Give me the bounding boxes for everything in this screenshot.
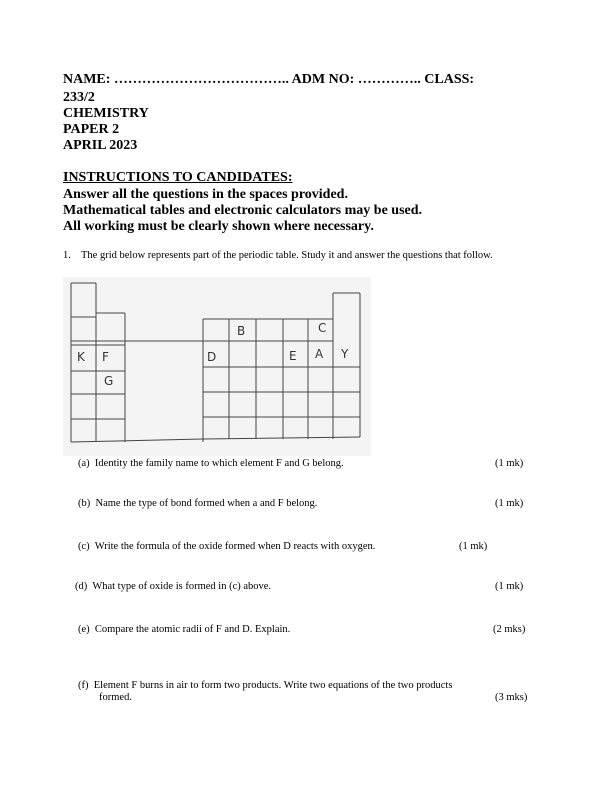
marks-d: (1 mk) (495, 581, 524, 592)
subquestion-label: (c) (78, 541, 90, 552)
grid-letter-a: A (315, 347, 324, 361)
grid-letter-g: G (104, 374, 114, 388)
subquestion-text: Element F burns in air to form two products. Write two equations of the two products (93, 680, 453, 691)
name-adm-class-line: NAME: ……………………………….. ADM NO: ………….. CLASS: (63, 72, 475, 87)
subquestion-label: (a) (78, 458, 90, 469)
subquestion-f (78, 680, 452, 692)
marks-a: (1 mk) (495, 458, 524, 469)
instruction-line: Mathematical tables and electronic calculators may be used. (63, 203, 423, 218)
grid-letter-b: B (237, 324, 246, 338)
question-text: The grid below represents part of the periodic table. Study it and answer the questions that follow. (81, 250, 493, 261)
question-1 (63, 250, 533, 262)
question-number: 1. (63, 250, 71, 261)
grid-letter-e: E (289, 349, 297, 363)
grid-letter-y: Y (341, 347, 349, 361)
grid-letter-c: C (318, 321, 327, 335)
grid-letter-f: F (102, 350, 109, 364)
exam-date: APRIL 2023 (63, 138, 138, 153)
instruction-line: All working must be clearly shown where necessary. (63, 219, 374, 234)
grid-letter-d: D (207, 350, 217, 364)
subquestion-a (78, 458, 344, 470)
marks-f: (3 mks) (495, 692, 528, 703)
subject: CHEMISTRY (63, 106, 149, 121)
subquestion-c (78, 541, 375, 553)
marks-e: (2 mks) (493, 624, 526, 635)
subquestion-label: (d) (75, 581, 88, 592)
marks-c: (1 mk) (459, 541, 488, 552)
subquestion-f-continuation: formed. (99, 692, 132, 703)
subquestion-e (78, 624, 290, 636)
subquestion-text: Compare the atomic radii of F and D. Explain. (94, 624, 291, 635)
paper-code: 233/2 (63, 90, 95, 105)
subquestion-text: Name the type of bond formed when a and F belong. (95, 498, 318, 509)
paper-number: PAPER 2 (63, 122, 120, 137)
instructions-title: INSTRUCTIONS TO CANDIDATES: (63, 170, 293, 185)
subquestion-text: Identity the family name to which element F and G belong. (94, 458, 344, 469)
subquestion-label: (b) (78, 498, 91, 509)
instruction-line: Answer all the questions in the spaces provided. (63, 187, 348, 202)
subquestion-label: (e) (78, 624, 90, 635)
periodic-table-grid (63, 277, 371, 456)
subquestion-label: (f) (78, 680, 89, 691)
subquestion-b (78, 498, 317, 510)
grid-letter-k: K (77, 350, 85, 364)
subquestion-text: What type of oxide is formed in (c) above. (92, 581, 272, 592)
subquestion-d (75, 581, 271, 593)
subquestion-text: Write the formula of the oxide formed when D reacts with oxygen. (94, 541, 376, 552)
marks-b: (1 mk) (495, 498, 524, 509)
